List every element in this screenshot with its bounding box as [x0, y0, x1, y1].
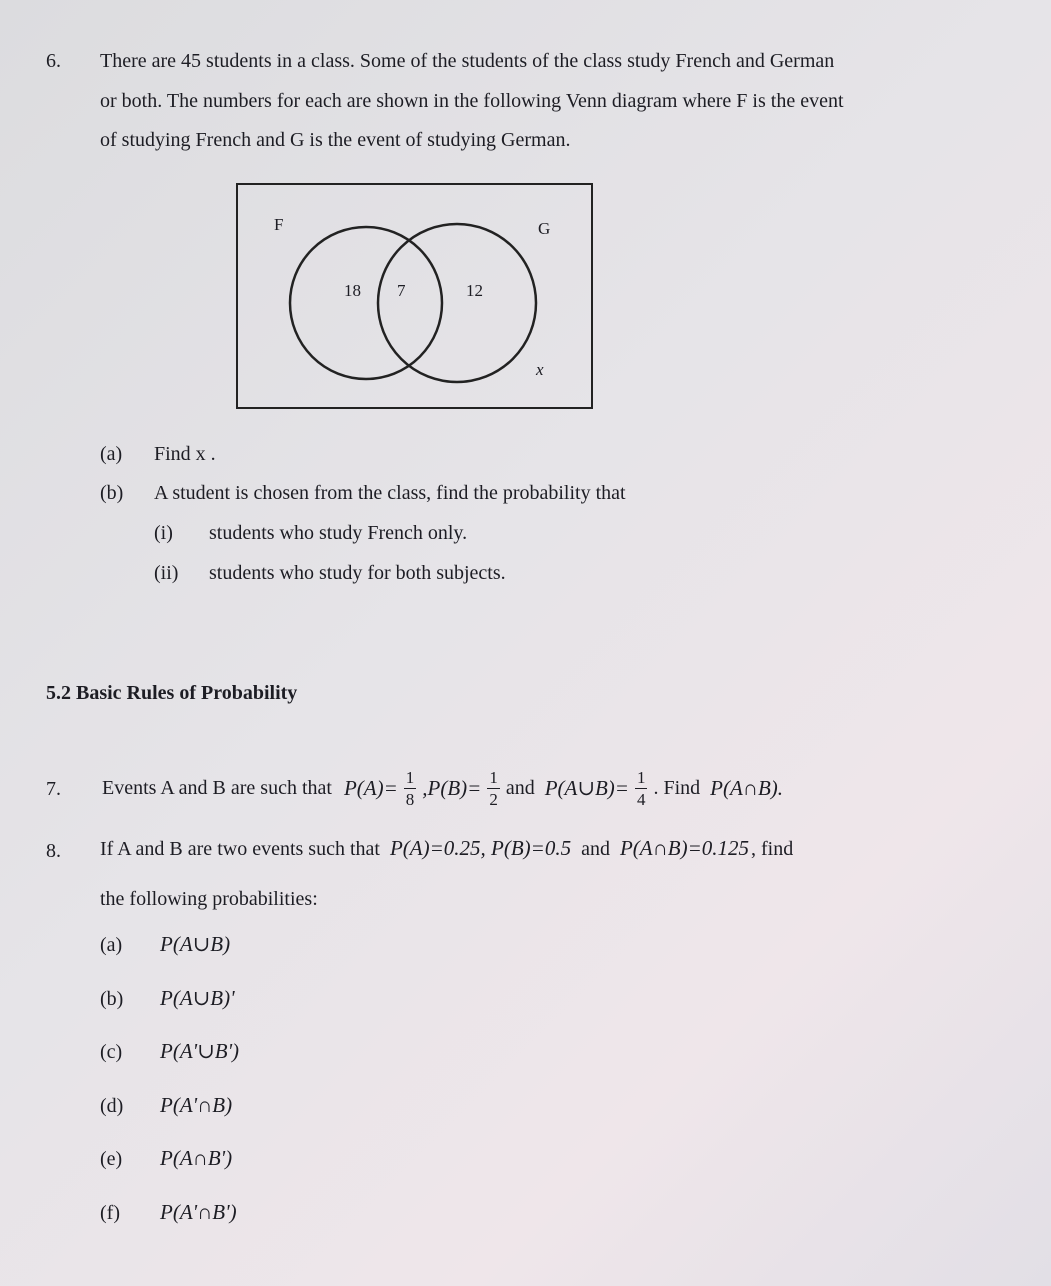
q7-pb-fraction	[487, 769, 500, 808]
q7-statement	[102, 763, 783, 813]
q7-pb-den: 2	[489, 789, 498, 809]
q8-part-expr: P(A'∩B')	[160, 1200, 237, 1224]
q6bi-label: (i)	[154, 522, 173, 544]
q7-pu-num: 1	[636, 767, 646, 787]
q8-and: and	[581, 838, 610, 860]
q7-pu-den: 4	[636, 789, 646, 809]
circle-french	[290, 227, 442, 379]
q6a-label: (a)	[100, 443, 123, 465]
q7-lead: Events A and B are such that	[102, 776, 332, 799]
q8-given: P(A)=0.25, P(B)=0.5	[389, 836, 572, 860]
venn-label-f: F	[274, 215, 284, 234]
venn-value-f-only: 18	[344, 281, 361, 300]
q6b-text: A student is chosen from the class, find the probability that	[154, 482, 626, 504]
q7-target: P(A∩B).	[710, 775, 784, 800]
q6bii-label: (ii)	[154, 562, 179, 584]
q8-part-label: (c)	[100, 1041, 123, 1063]
q7-pa-fraction	[404, 769, 417, 808]
q8-part-label: (f)	[100, 1202, 120, 1224]
section-heading: 5.2 Basic Rules of Probability	[46, 682, 298, 704]
q7-number: 7.	[46, 778, 61, 800]
q8-part-expr: P(A'∪B')	[160, 1039, 240, 1063]
venn-value-both: 7	[397, 281, 406, 300]
q8-part-expr: P(A∪B)'	[160, 986, 235, 1010]
q7-pu-fraction	[635, 769, 648, 808]
q6-line3: of studying French and G is the event of studying German.	[100, 129, 571, 151]
q6-number: 6.	[46, 50, 61, 72]
q6bi-text: students who study French only.	[209, 522, 468, 544]
venn-value-g-only: 12	[466, 281, 483, 300]
q6b-label: (b)	[100, 482, 124, 504]
q7-pa: P(A)=	[343, 775, 398, 800]
q8-part-expr: P(A'∩B)	[160, 1093, 233, 1117]
q8-part-label: (e)	[100, 1148, 123, 1170]
q6-line2: or both. The numbers for each are shown in the following Venn diagram where F is the event	[100, 90, 844, 112]
q8-given2: P(A∩B)=0.125	[619, 836, 750, 860]
q7-pa-num: 1	[405, 767, 415, 787]
q6bii-text: students who study for both subjects.	[209, 562, 506, 584]
q8-part-expr: P(A∪B)	[160, 932, 231, 956]
q8-part-expr: P(A∩B')	[160, 1146, 233, 1170]
q6a-text: Find x .	[154, 443, 216, 465]
q8-number: 8.	[46, 840, 61, 862]
q7-pu: P(A∪B)=	[544, 775, 629, 800]
q7-pa-den: 8	[405, 789, 415, 809]
q8-part-label: (b)	[100, 988, 124, 1010]
q7-find: . Find	[653, 776, 701, 799]
q8-part-label: (d)	[100, 1095, 124, 1117]
q8-lead: If A and B are two events such that	[100, 838, 380, 860]
q7-and: and	[505, 776, 535, 799]
q8-find: , find	[751, 838, 794, 860]
q7-pb: ,P(B)=	[422, 775, 482, 800]
venn-value-neither: x	[536, 360, 544, 379]
q6-line1: There are 45 students in a class. Some of the students of the class study French and German	[100, 50, 835, 72]
venn-diagram	[236, 183, 593, 409]
venn-label-g: G	[538, 219, 551, 238]
q8-line2: the following probabilities:	[100, 888, 318, 910]
q8-part-label: (a)	[100, 934, 123, 956]
q8-statement	[100, 836, 793, 861]
q7-pb-num: 1	[489, 767, 498, 787]
circle-german	[378, 224, 536, 382]
